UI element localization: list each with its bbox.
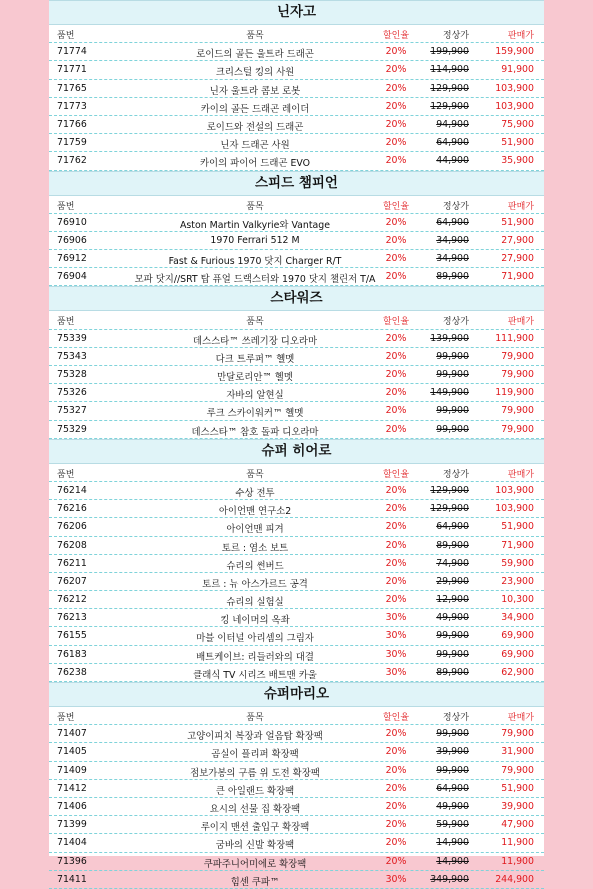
cell-name: 닌자 울트라 콤보 로봇 — [209, 85, 301, 97]
cell-discount: 20% — [385, 332, 407, 344]
cell-code: 76238 — [57, 666, 87, 678]
table-row — [49, 591, 544, 609]
cell-regular: 64,900 — [436, 521, 469, 533]
cell-sale: 75,900 — [501, 118, 534, 130]
cell-name: 슈리의 썬버드 — [226, 560, 284, 572]
cell-regular: 99,900 — [436, 630, 469, 642]
table-row — [49, 61, 544, 79]
cell-code: 76906 — [57, 234, 87, 246]
cell-code: 76211 — [57, 557, 87, 569]
cell-regular: 349,900 — [430, 873, 469, 885]
cell-sale: 79,900 — [501, 350, 534, 362]
table-header-row — [49, 311, 544, 329]
cell-discount: 20% — [385, 503, 407, 515]
cell-regular: 99,900 — [436, 350, 469, 362]
cell-sale: 51,900 — [501, 521, 534, 533]
cell-sale: 69,900 — [501, 648, 534, 660]
header-regular: 정상가 — [442, 317, 469, 328]
header-discount: 할인율 — [382, 469, 410, 480]
table-row — [49, 762, 544, 780]
cell-name: 닌자 드래곤 사원 — [220, 140, 290, 152]
cell-code: 71404 — [57, 837, 87, 849]
table-row — [49, 384, 544, 402]
cell-regular: 34,900 — [436, 234, 469, 246]
header-sale: 판매가 — [507, 31, 534, 41]
table-row — [49, 482, 544, 500]
cell-sale: 11,900 — [501, 837, 534, 849]
cell-code: 71409 — [57, 764, 87, 776]
section-title: 스피드 챔피언 — [49, 171, 544, 196]
table-row — [49, 250, 544, 268]
section-title: 닌자고 — [49, 0, 544, 25]
cell-sale: 47,900 — [501, 819, 534, 831]
cell-sale: 34,900 — [501, 612, 534, 624]
cell-sale: 79,900 — [501, 369, 534, 380]
cell-code: 71411 — [57, 873, 87, 885]
table-row — [49, 798, 544, 816]
cell-discount: 20% — [385, 837, 407, 849]
table-row — [49, 80, 544, 98]
cell-sale: 10,300 — [501, 594, 534, 606]
cell-name: 다크 트루퍼™ 헬멧 — [215, 353, 295, 365]
cell-code: 75326 — [57, 387, 87, 399]
cell-code: 76214 — [57, 484, 87, 496]
cell-code: 76904 — [57, 271, 87, 283]
cell-name: 데스스타™ 쓰레기장 디오라마 — [192, 335, 317, 347]
cell-regular: 89,900 — [436, 666, 469, 678]
cell-code: 76183 — [57, 648, 87, 660]
cell-code: 71773 — [57, 100, 87, 112]
cell-regular: 129,900 — [430, 82, 469, 94]
table-row — [49, 402, 544, 420]
cell-discount: 20% — [385, 137, 407, 149]
cell-discount: 20% — [385, 387, 407, 399]
cell-sale: 23,900 — [501, 575, 534, 587]
cell-discount: 20% — [385, 82, 407, 94]
cell-sale: 79,900 — [501, 423, 534, 435]
cell-discount: 20% — [385, 594, 407, 606]
table-row — [49, 555, 544, 573]
table-header-row — [49, 707, 544, 725]
cell-name: 로이드와 전설의 드래곤 — [206, 121, 304, 133]
cell-regular: 99,900 — [436, 405, 469, 417]
cell-name: 요시의 선물 집 확장팩 — [209, 803, 301, 815]
cell-name: 카이의 골든 드래곤 레이더 — [200, 103, 310, 115]
cell-code: 71412 — [57, 782, 87, 794]
cell-code: 71759 — [57, 137, 87, 149]
table-row — [49, 43, 544, 61]
cell-name: 마블 이터널 아리셈의 그림자 — [196, 633, 314, 645]
cell-name: 아이언맨 연구소2 — [218, 506, 292, 518]
cell-name: 만달로리안™ 헬멧 — [217, 372, 293, 383]
cell-sale: 27,900 — [501, 253, 534, 265]
header-sale: 판매가 — [507, 201, 534, 212]
table-row — [49, 518, 544, 536]
table-header-row — [49, 464, 544, 482]
cell-name: 크리스털 킹의 사원 — [215, 67, 295, 79]
table-row — [49, 366, 544, 384]
cell-discount: 20% — [385, 369, 407, 380]
cell-code: 75329 — [57, 423, 87, 435]
table-row — [49, 646, 544, 664]
cell-regular: 64,900 — [436, 216, 469, 228]
header-code: 품번 — [57, 31, 75, 41]
table-row — [49, 330, 544, 348]
cell-discount: 20% — [385, 746, 407, 758]
cell-discount: 30% — [385, 648, 407, 660]
header-code: 품번 — [57, 469, 75, 480]
cell-discount: 20% — [385, 405, 407, 417]
cell-discount: 20% — [385, 64, 407, 76]
cell-discount: 20% — [385, 155, 407, 167]
price-list-sheet — [49, 0, 544, 888]
table-row — [49, 871, 544, 889]
cell-discount: 20% — [385, 764, 407, 776]
cell-name: 킹 네이머의 옥좌 — [220, 615, 290, 627]
table-row — [49, 627, 544, 645]
cell-sale: 11,900 — [501, 855, 534, 867]
cell-discount: 20% — [385, 118, 407, 130]
table-row — [49, 816, 544, 834]
header-discount: 할인율 — [382, 317, 410, 328]
table-row — [49, 834, 544, 852]
cell-code: 76208 — [57, 539, 87, 551]
cell-regular: 99,900 — [436, 728, 469, 740]
header-sale: 판매가 — [507, 713, 534, 723]
table-row — [49, 725, 544, 743]
cell-regular: 14,900 — [436, 837, 469, 849]
table-row — [49, 268, 544, 286]
cell-discount: 20% — [385, 557, 407, 569]
cell-discount: 20% — [385, 819, 407, 831]
cell-regular: 94,900 — [436, 118, 469, 130]
cell-sale: 159,900 — [495, 46, 534, 58]
cell-discount: 20% — [385, 575, 407, 587]
cell-sale: 51,900 — [501, 782, 534, 794]
table-row — [49, 214, 544, 232]
cell-discount: 20% — [385, 539, 407, 551]
header-discount: 할인율 — [382, 31, 410, 41]
cell-regular: 49,900 — [436, 612, 469, 624]
table-row — [49, 152, 544, 170]
section-title: 슈퍼 히어로 — [49, 439, 544, 464]
cell-regular: 74,900 — [436, 557, 469, 569]
cell-sale: 51,900 — [501, 137, 534, 149]
cell-regular: 99,900 — [436, 764, 469, 776]
cell-discount: 20% — [385, 855, 407, 867]
cell-name: 쿠파주니어미에로 확장팩 — [203, 858, 307, 870]
cell-sale: 111,900 — [495, 332, 534, 344]
table-row — [49, 134, 544, 152]
table-row — [49, 116, 544, 134]
cell-code: 76206 — [57, 521, 87, 533]
cell-regular: 99,900 — [436, 369, 469, 380]
cell-code: 71774 — [57, 46, 87, 58]
cell-discount: 30% — [385, 873, 407, 885]
cell-regular: 129,900 — [430, 100, 469, 112]
cell-discount: 20% — [385, 800, 407, 812]
cell-name: 모파 닷지//SRT 탑 퓨얼 드랙스터와 1970 닷지 챌린저 T/A — [134, 274, 376, 286]
cell-name: 토르 : 염소 보트 — [221, 542, 289, 554]
header-name: 품목 — [246, 31, 264, 41]
header-regular: 정상가 — [442, 469, 469, 480]
cell-name: 토르 : 뉴 아스가르드 공격 — [202, 578, 308, 590]
cell-name: 자바의 알현실 — [226, 390, 284, 402]
cell-code: 76155 — [57, 630, 87, 642]
table-row — [49, 853, 544, 871]
table-row — [49, 232, 544, 250]
cell-name: Aston Martin Valkyrie와 Vantage — [180, 219, 330, 231]
cell-code: 75328 — [57, 369, 87, 380]
header-code: 품번 — [57, 201, 75, 212]
cell-code: 76216 — [57, 503, 87, 515]
cell-name: 데스스타™ 참호 돌파 디오라마 — [191, 426, 319, 438]
cell-code: 76213 — [57, 612, 87, 624]
cell-discount: 20% — [385, 271, 407, 283]
section-title: 스타워즈 — [49, 286, 544, 311]
cell-sale: 91,900 — [501, 64, 534, 76]
cell-discount: 20% — [385, 728, 407, 740]
cell-name: 힘센 쿠파™ — [230, 876, 280, 888]
cell-sale: 119,900 — [495, 387, 534, 399]
cell-sale: 103,900 — [495, 484, 534, 496]
cell-regular: 149,900 — [430, 387, 469, 399]
cell-name: 수상 전투 — [235, 487, 275, 499]
cell-discount: 30% — [385, 666, 407, 678]
header-regular: 정상가 — [442, 31, 469, 41]
cell-code: 71396 — [57, 855, 87, 867]
table-row — [49, 743, 544, 761]
header-discount: 할인율 — [382, 201, 410, 212]
header-name: 품목 — [246, 713, 264, 723]
cell-code: 71405 — [57, 746, 87, 758]
cell-code: 71406 — [57, 800, 87, 812]
cell-regular: 12,900 — [436, 594, 469, 606]
cell-code: 75343 — [57, 350, 87, 362]
cell-sale: 79,900 — [501, 764, 534, 776]
table-row — [49, 537, 544, 555]
cell-sale: 79,900 — [501, 405, 534, 417]
header-regular: 정상가 — [442, 713, 469, 723]
table-row — [49, 348, 544, 366]
table-header-row — [49, 25, 544, 43]
cell-code: 75339 — [57, 332, 87, 344]
cell-sale: 69,900 — [501, 630, 534, 642]
cell-sale: 27,900 — [501, 234, 534, 246]
cell-discount: 20% — [385, 234, 407, 246]
cell-regular: 59,900 — [436, 819, 469, 831]
cell-name: 클래식 TV 시리즈 배트맨 카울 — [193, 669, 317, 681]
cell-code: 76910 — [57, 216, 87, 228]
cell-code: 71771 — [57, 64, 87, 76]
cell-regular: 129,900 — [430, 484, 469, 496]
cell-regular: 114,900 — [430, 64, 469, 76]
header-name: 품목 — [246, 469, 264, 480]
cell-regular: 14,900 — [436, 855, 469, 867]
cell-sale: 103,900 — [495, 100, 534, 112]
cell-code: 71407 — [57, 728, 87, 740]
cell-name: 1970 Ferrari 512 M — [210, 234, 300, 246]
header-name: 품목 — [246, 317, 264, 328]
cell-regular: 199,900 — [430, 46, 469, 58]
cell-regular: 64,900 — [436, 137, 469, 149]
cell-regular: 44,900 — [436, 155, 469, 167]
header-regular: 정상가 — [442, 201, 469, 212]
cell-discount: 20% — [385, 253, 407, 265]
header-code: 품번 — [57, 317, 75, 328]
cell-sale: 103,900 — [495, 82, 534, 94]
table-row — [49, 500, 544, 518]
cell-name: 굼바의 신발 확장팩 — [215, 840, 295, 852]
cell-sale: 62,900 — [501, 666, 534, 678]
cell-name: 로이드의 골든 울트라 드래곤 — [196, 49, 314, 61]
header-name: 품목 — [246, 201, 264, 212]
cell-code: 71766 — [57, 118, 87, 130]
cell-discount: 30% — [385, 612, 407, 624]
cell-name: 배트케이브: 리들러와의 대결 — [196, 651, 314, 663]
cell-sale: 103,900 — [495, 503, 534, 515]
cell-regular: 89,900 — [436, 271, 469, 283]
table-row — [49, 664, 544, 682]
table-row — [49, 609, 544, 627]
cell-regular: 139,900 — [430, 332, 469, 344]
cell-name: 아이언맨 피겨 — [226, 524, 284, 536]
cell-code: 71765 — [57, 82, 87, 94]
cell-discount: 30% — [385, 630, 407, 642]
cell-name: 점보가봉의 구름 위 도전 확장팩 — [190, 767, 320, 779]
cell-regular: 49,900 — [436, 800, 469, 812]
cell-sale: 35,900 — [501, 155, 534, 167]
cell-sale: 59,900 — [501, 557, 534, 569]
cell-regular: 99,900 — [436, 423, 469, 435]
cell-name: 슈리의 실험실 — [226, 597, 284, 609]
cell-discount: 20% — [385, 46, 407, 58]
table-row — [49, 98, 544, 116]
table-row — [49, 573, 544, 591]
cell-code: 75327 — [57, 405, 87, 417]
cell-discount: 20% — [385, 782, 407, 794]
cell-code: 76912 — [57, 253, 87, 265]
cell-discount: 20% — [385, 100, 407, 112]
cell-discount: 20% — [385, 423, 407, 435]
cell-regular: 39,900 — [436, 746, 469, 758]
section-title: 슈퍼마리오 — [49, 682, 544, 707]
cell-name: Fast & Furious 1970 닷지 Charger R/T — [168, 256, 342, 268]
cell-sale: 51,900 — [501, 216, 534, 228]
cell-regular: 129,900 — [430, 503, 469, 515]
header-sale: 판매가 — [507, 317, 534, 328]
cell-discount: 20% — [385, 521, 407, 533]
cell-sale: 71,900 — [501, 539, 534, 551]
header-discount: 할인율 — [382, 713, 410, 723]
cell-discount: 20% — [385, 216, 407, 228]
table-row — [49, 780, 544, 798]
header-code: 품번 — [57, 713, 75, 723]
table-header-row — [49, 196, 544, 214]
cell-sale: 71,900 — [501, 271, 534, 283]
cell-name: 고양이피치 복장과 얼음탑 확장팩 — [187, 731, 323, 743]
cell-code: 71399 — [57, 819, 87, 831]
cell-sale: 244,900 — [495, 873, 534, 885]
cell-code: 76207 — [57, 575, 87, 587]
cell-regular: 99,900 — [436, 648, 469, 660]
cell-discount: 20% — [385, 484, 407, 496]
cell-name: 곰실이 플리퍼 확장팩 — [211, 749, 299, 761]
header-sale: 판매가 — [507, 469, 534, 480]
cell-sale: 79,900 — [501, 728, 534, 740]
cell-name: 큰 아일랜드 확장팩 — [215, 785, 295, 797]
cell-sale: 39,900 — [501, 800, 534, 812]
cell-regular: 64,900 — [436, 782, 469, 794]
cell-code: 76212 — [57, 594, 87, 606]
cell-name: 루크 스카이워커™ 헬멧 — [206, 408, 304, 420]
cell-sale: 31,900 — [501, 746, 534, 758]
cell-name: 루이지 맨션 출입구 확장팩 — [200, 822, 310, 834]
cell-discount: 20% — [385, 350, 407, 362]
cell-regular: 89,900 — [436, 539, 469, 551]
cell-name: 카이의 파이어 드래곤 EVO — [200, 158, 310, 170]
cell-code: 71762 — [57, 155, 87, 167]
table-row — [49, 421, 544, 439]
cell-regular: 34,900 — [436, 253, 469, 265]
cell-regular: 29,900 — [436, 575, 469, 587]
